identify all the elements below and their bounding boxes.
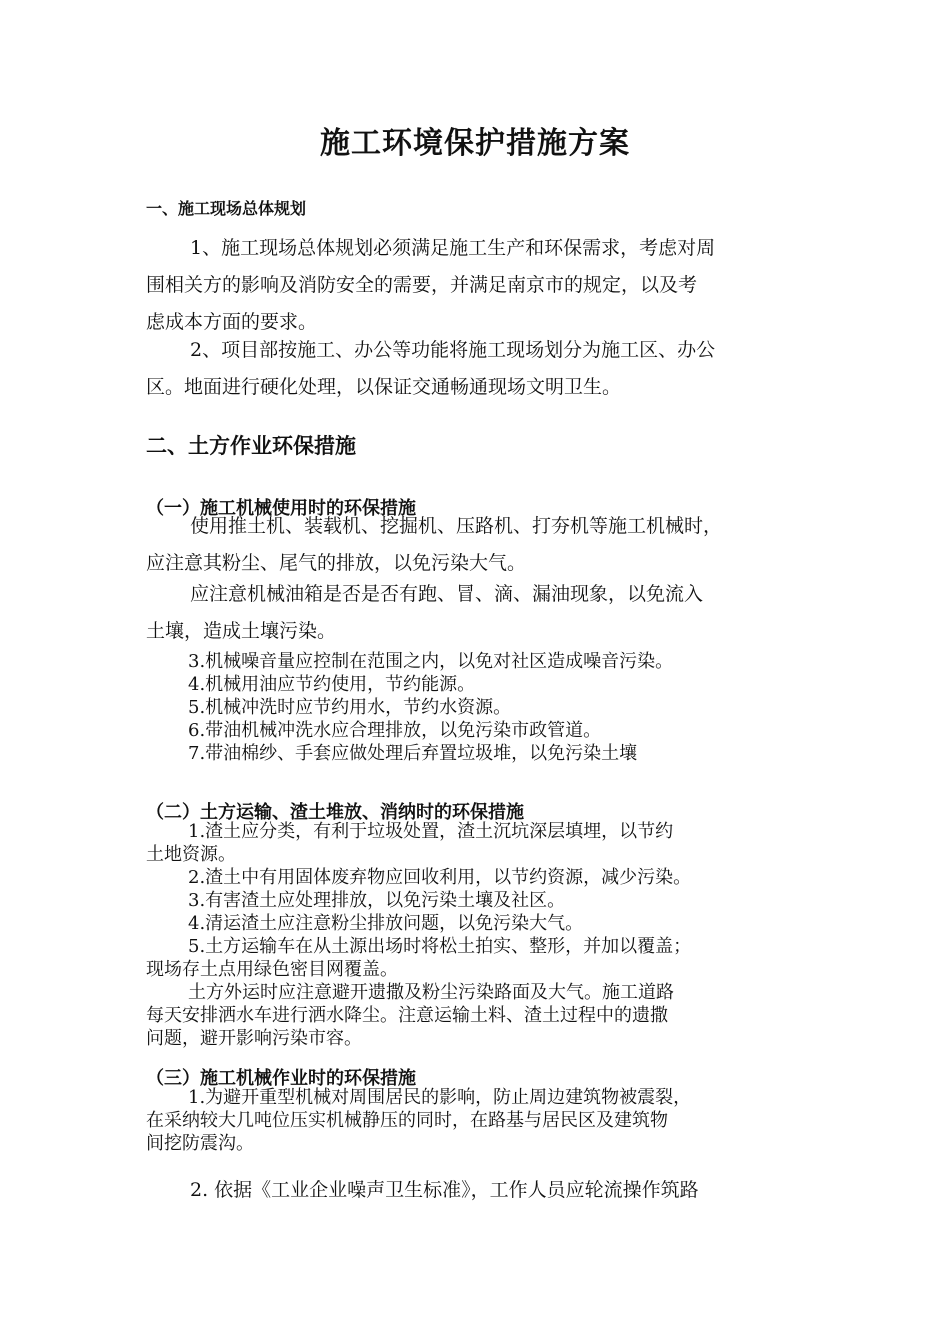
- paragraph-line: 使用推土机、装载机、挖掘机、压路机、打夯机等施工机械时，: [190, 515, 723, 537]
- list-item: 6.带油机械冲洗水应合理排放，以免污染市政管道。: [188, 720, 602, 741]
- paragraph-line: 应注意机械油箱是否是否有跑、冒、滴、漏油现象，以免流入: [190, 583, 704, 605]
- paragraph-line: 1.渣土应分类，有利于垃圾处置，渣土沉坑深层填埋，以节约: [188, 821, 674, 842]
- subsection-3-paragraph-2: [146, 1172, 826, 1209]
- list-item: 3.机械噪音量应控制在范围之内，以免对社区造成噪音污染。: [188, 651, 674, 672]
- paragraph-line: 现场存土点用绿色密目网覆盖。: [146, 959, 398, 980]
- subsection-2-body: [146, 820, 836, 1050]
- subsection-3-heading: （三）施工机械作业时的环保措施: [146, 1068, 416, 1089]
- paragraph-line: 土地资源。: [146, 844, 236, 865]
- document-title: 施工环境保护措施方案: [320, 126, 630, 161]
- section-2-heading: 二、土方作业环保措施: [146, 433, 356, 458]
- list-item: 5.机械冲洗时应节约用水，节约水资源。: [188, 697, 512, 718]
- list-item: 4.机械用油应节约使用，节约能源。: [188, 674, 476, 695]
- subsection-1-list: [146, 650, 836, 765]
- subsection-3-body: [146, 1086, 836, 1155]
- paragraph-line: 4.清运渣土应注意粉尘排放问题，以免污染大气。: [188, 913, 584, 934]
- paragraph-line: 2、项目部按施工、办公等功能将施工现场划分为施工区、办公: [190, 339, 716, 361]
- subsection-2-heading: （二）土方运输、渣土堆放、消纳时的环保措施: [146, 802, 524, 823]
- section-1-paragraph-2: [146, 332, 826, 406]
- paragraph-line: 1、施工现场总体规划必须满足施工生产和环保需求，考虑对周: [190, 237, 716, 259]
- paragraph-line: 虑成本方面的要求。: [146, 311, 318, 333]
- paragraph-line: 土壤，造成土壤污染。: [146, 620, 337, 642]
- paragraph-line: 2. 依据《工业企业噪声卫生标准》，工作人员应轮流操作筑路: [190, 1179, 699, 1201]
- paragraph-line: 区。地面进行硬化处理，以保证交通畅通现场文明卫生。: [146, 376, 622, 398]
- list-item: 7.带油棉纱、手套应做处理后弃置垃圾堆，以免污染土壤: [188, 743, 638, 764]
- section-1-heading: 一、施工现场总体规划: [146, 199, 307, 218]
- section-1-paragraph-1: [146, 230, 826, 341]
- paragraph-line: 围相关方的影响及消防安全的需要，并满足南京市的规定，以及考: [146, 274, 698, 296]
- subsection-1-paragraph-1: [146, 508, 826, 582]
- paragraph-line: 每天安排洒水车进行洒水降尘。注意运输土料、渣土过程中的遗撒: [146, 1005, 668, 1026]
- paragraph-line: 在采纳较大几吨位压实机械静压的同时，在路基与居民区及建筑物: [146, 1110, 668, 1131]
- paragraph-line: 1.为避开重型机械对周围居民的影响，防止周边建筑物被震裂，: [188, 1087, 692, 1108]
- paragraph-line: 应注意其粉尘、尾气的排放，以免污染大气。: [146, 552, 527, 574]
- paragraph-line: 5.土方运输车在从土源出场时将松土拍实、整形，并加以覆盖；: [188, 936, 692, 957]
- paragraph-line: 土方外运时应注意避开遗撒及粉尘污染路面及大气。施工道路: [188, 982, 674, 1003]
- paragraph-line: 间挖防震沟。: [146, 1133, 254, 1154]
- subsection-1-heading: （一）施工机械使用时的环保措施: [146, 498, 416, 519]
- paragraph-line: 问题，避开影响污染市容。: [146, 1028, 362, 1049]
- paragraph-line: 3.有害渣土应处理排放，以免污染土壤及社区。: [188, 890, 566, 911]
- subsection-1-paragraph-2: [146, 576, 826, 650]
- paragraph-line: 2.渣土中有用固体废弃物应回收利用，以节约资源，减少污染。: [188, 867, 692, 888]
